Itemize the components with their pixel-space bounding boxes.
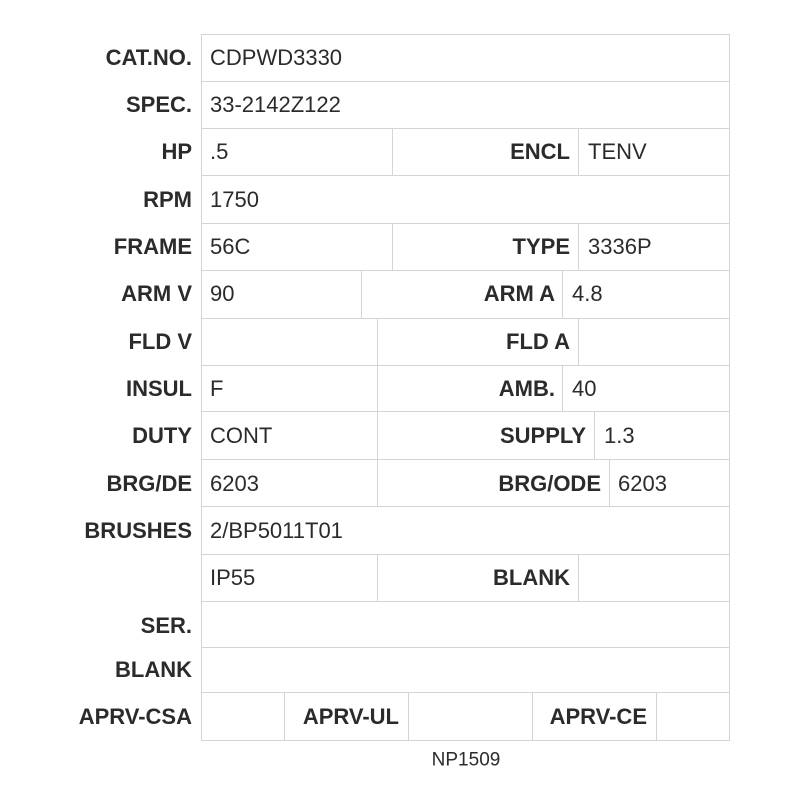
spec-label: SPEC. bbox=[125, 92, 192, 117]
aprv-ce-label: APRV-CE bbox=[549, 704, 647, 729]
frame-value: 56C bbox=[210, 234, 251, 259]
cell-blank-row bbox=[201, 647, 730, 693]
brushes-value: 2/BP5011T01 bbox=[210, 518, 343, 543]
type-label: TYPE bbox=[512, 234, 570, 259]
hp-label: HP bbox=[161, 139, 192, 164]
spec-value: 33-2142Z122 bbox=[210, 92, 341, 117]
hp-value: .5 bbox=[210, 139, 229, 164]
arm-v-value: 90 bbox=[210, 281, 235, 306]
cell-ser bbox=[201, 601, 730, 648]
amb-label: AMB. bbox=[498, 376, 555, 401]
rpm-value: 1750 bbox=[210, 187, 259, 212]
duty-value: CONT bbox=[210, 423, 273, 448]
frame-label: FRAME bbox=[113, 234, 192, 259]
cell-hp bbox=[201, 128, 393, 176]
insul-value: F bbox=[210, 376, 224, 401]
cell-fld-a bbox=[578, 318, 730, 366]
insul-label: INSUL bbox=[126, 376, 192, 401]
blank-row-label: BLANK bbox=[115, 657, 192, 682]
cat-no-label: CAT.NO. bbox=[105, 45, 192, 70]
fld-v-label: FLD V bbox=[128, 329, 192, 354]
cat-no-value: CDPWD3330 bbox=[210, 45, 343, 70]
brg-ode-value: 6203 bbox=[618, 471, 667, 496]
cell-aprv-ce bbox=[656, 692, 730, 741]
arm-v-label: ARM V bbox=[121, 281, 192, 306]
brushes-label: BRUSHES bbox=[84, 518, 192, 543]
arm-a-value: 4.8 bbox=[572, 281, 603, 306]
nameplate-code: NP1509 bbox=[431, 749, 501, 771]
blank-mid-label: BLANK bbox=[493, 565, 570, 590]
brg-de-value: 6203 bbox=[210, 471, 259, 496]
encl-value: TENV bbox=[588, 139, 647, 164]
cell-blank-mid bbox=[578, 554, 730, 602]
duty-label: DUTY bbox=[132, 423, 192, 448]
arm-a-label: ARM A bbox=[483, 281, 555, 306]
type-value: 3336P bbox=[588, 234, 652, 259]
brg-ode-label: BRG/ODE bbox=[498, 471, 601, 496]
encl-label: ENCL bbox=[510, 139, 570, 164]
cell-fld-v bbox=[201, 318, 378, 366]
aprv-csa-label: APRV-CSA bbox=[78, 704, 192, 729]
cell-insul bbox=[201, 365, 378, 412]
cell-aprv-ul bbox=[408, 692, 533, 741]
ser-label: SER. bbox=[140, 613, 192, 638]
brg-de-label: BRG/DE bbox=[106, 471, 192, 496]
rpm-label: RPM bbox=[143, 187, 192, 212]
supply-label: SUPPLY bbox=[499, 423, 586, 448]
supply-value: 1.3 bbox=[604, 423, 635, 448]
fld-a-label: FLD A bbox=[506, 329, 570, 354]
aprv-ul-label: APRV-UL bbox=[302, 704, 399, 729]
cell-rpm bbox=[201, 175, 730, 224]
cell-aprv-csa bbox=[201, 692, 285, 741]
amb-value: 40 bbox=[572, 376, 597, 401]
ip-value: IP55 bbox=[210, 565, 256, 590]
